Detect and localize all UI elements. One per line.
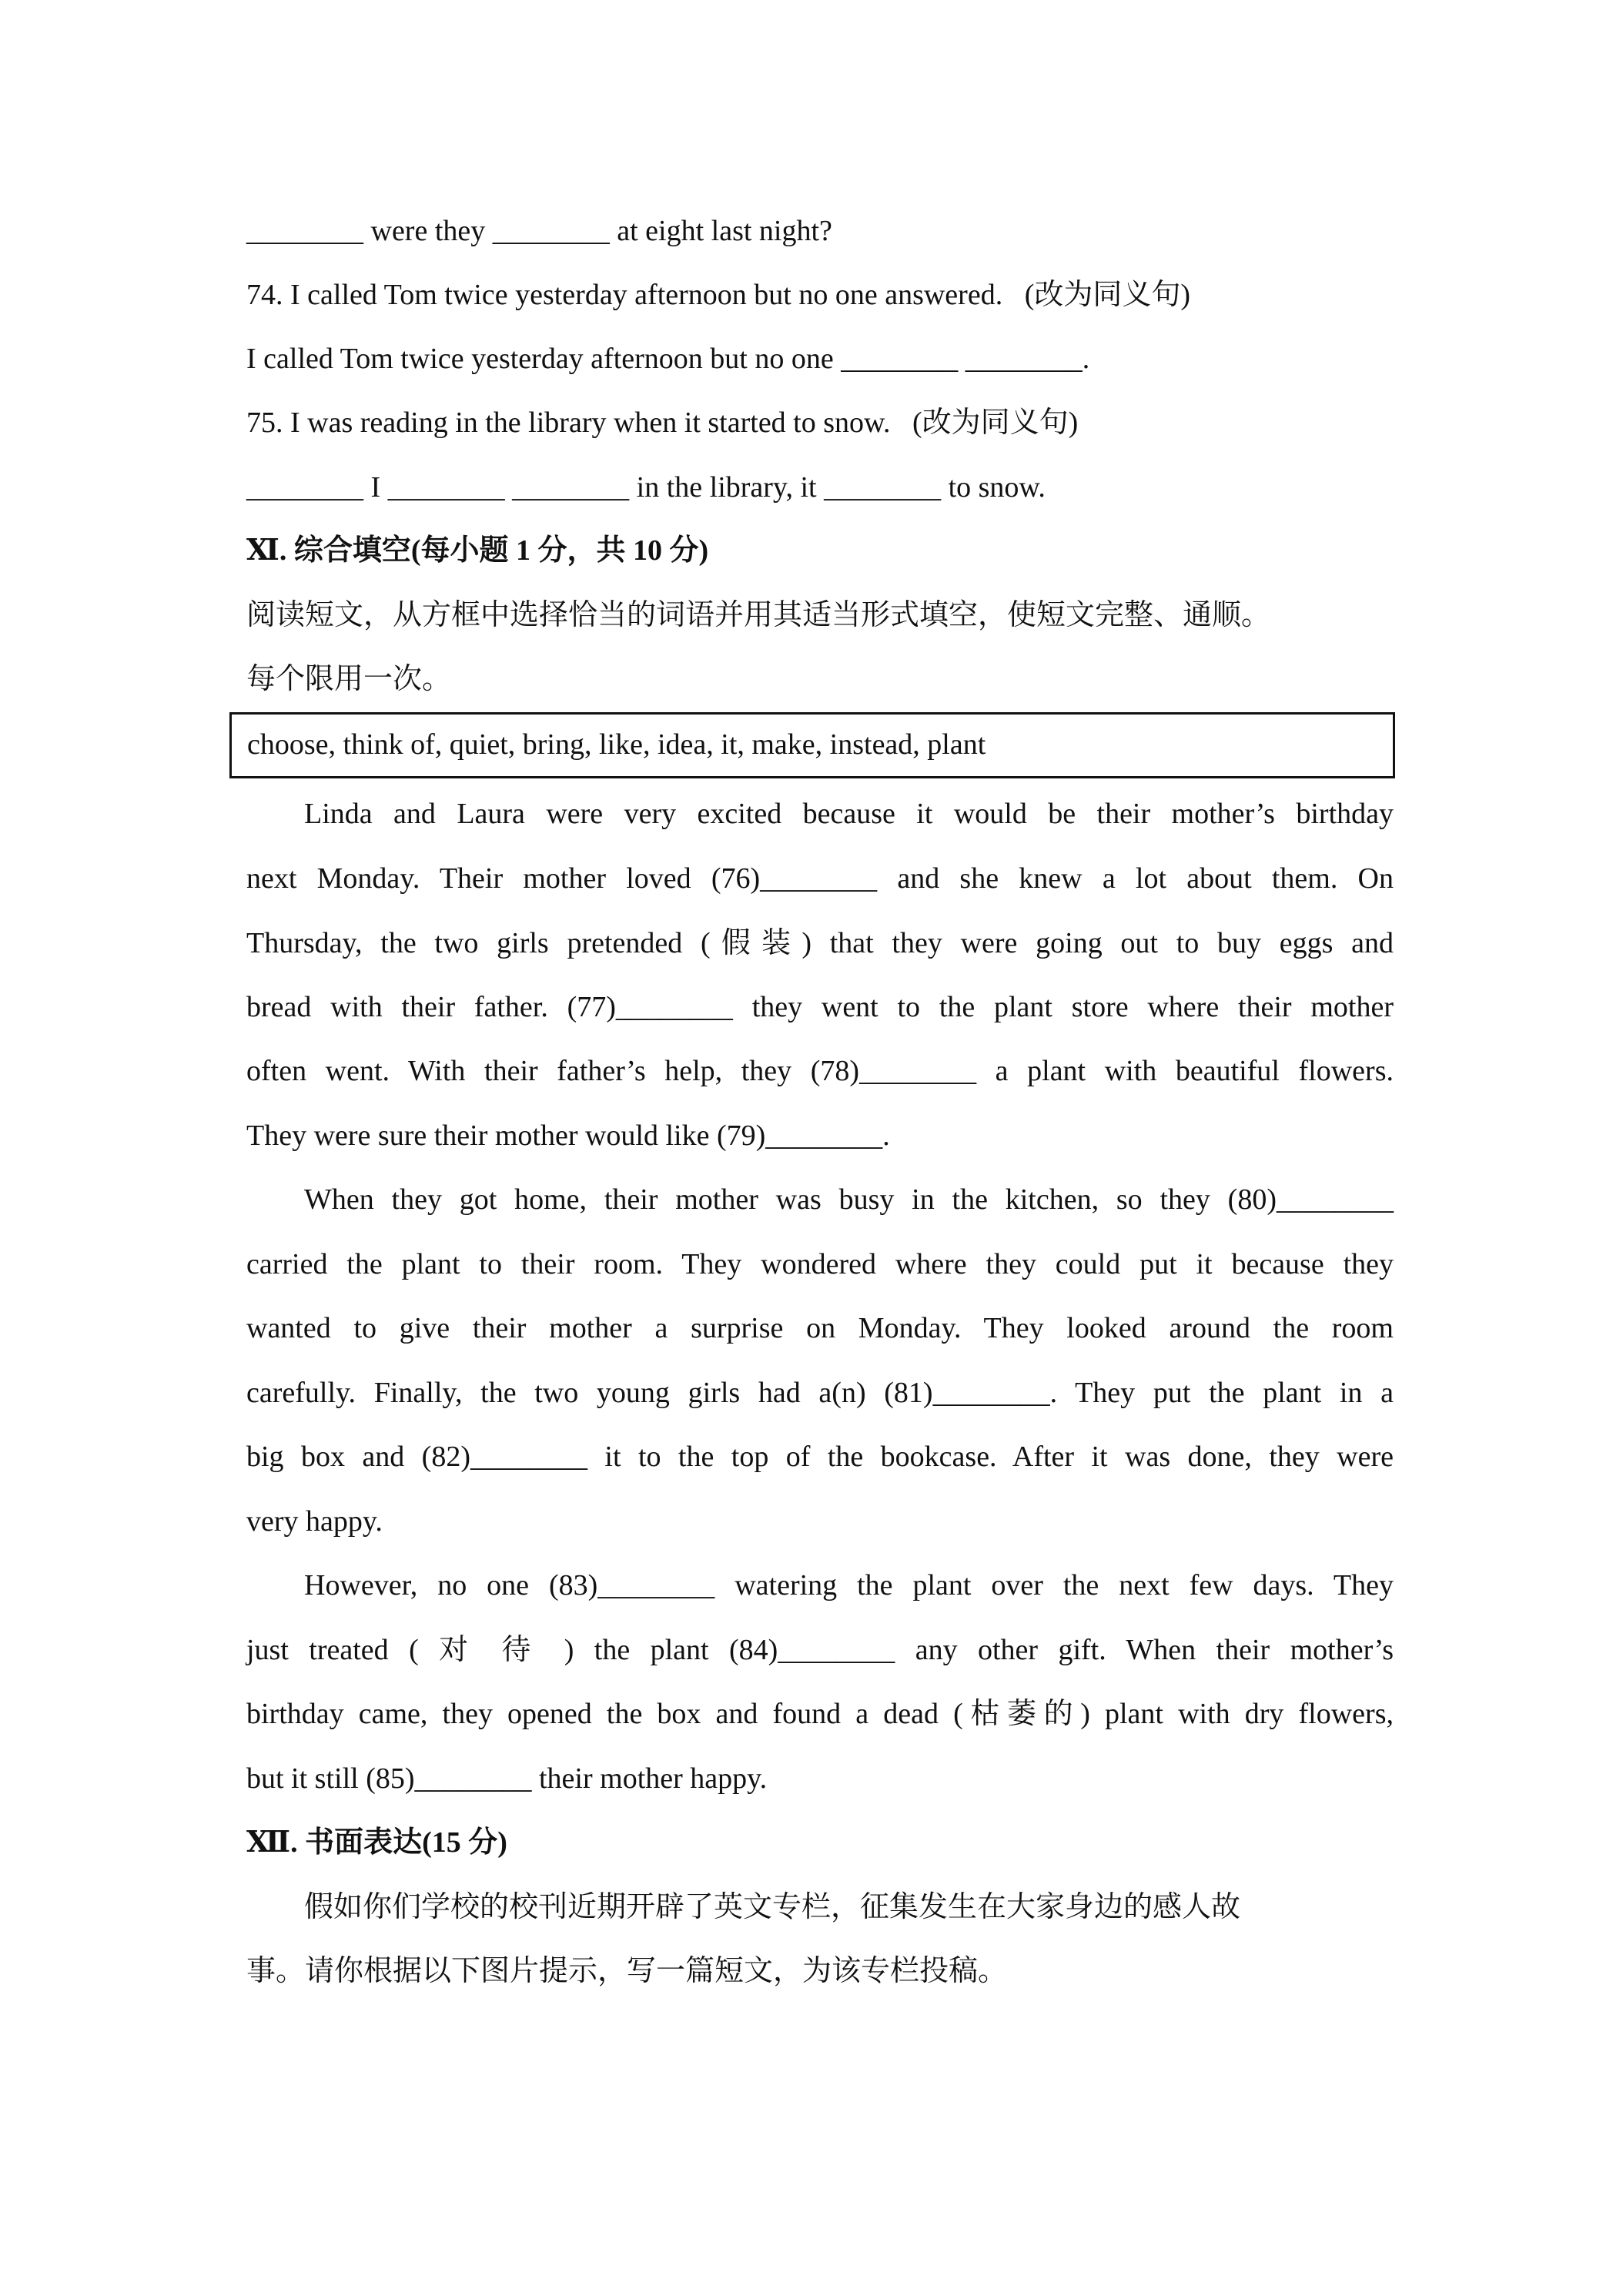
passage-line: However, no one (83)________ watering the plant over the next few days. They	[304, 1569, 1394, 1602]
q74-answer-line: I called Tom twice yesterday afternoon but no one ________ ________.	[246, 343, 1090, 375]
passage-line: just treated ( 对 待 ) the plant (84)________ any other gift. When their mother’s	[246, 1634, 1394, 1666]
word-box-text: choose, think of, quiet, bring, like, idea, it, make, instead, plant	[247, 728, 986, 761]
q73-answer-line: ________ were they ________ at eight last night?	[246, 215, 832, 247]
passage-line: carefully. Finally, the two young girls had a(n) (81)________. They put the plant in a	[246, 1377, 1394, 1409]
section-12-heading: Ⅻ. 书面表达(15 分)	[246, 1826, 507, 1859]
passage-line: Thursday, the two girls pretended (假装) that they were going out to buy eggs and	[246, 927, 1394, 959]
q74-question: 74. I called Tom twice yesterday afternoon but no one answered. (改为同义句)	[246, 279, 1191, 311]
section-11-heading: Ⅺ. 综合填空(每小题 1 分，共 10 分)	[246, 534, 709, 567]
passage-line: When they got home, their mother was busy in the kitchen, so they (80)________	[304, 1183, 1394, 1216]
word-box	[229, 712, 1395, 778]
passage-line: carried the plant to their room. They wondered where they could put it because they	[246, 1248, 1394, 1280]
passage-line: Linda and Laura were very excited because it would be their mother’s birthday	[304, 798, 1394, 830]
passage-line: but it still (85)________ their mother happy.	[246, 1762, 768, 1795]
passage-line: They were sure their mother would like (79)________.	[246, 1120, 890, 1152]
passage-line: often went. With their father’s help, they (78)________ a plant with beautiful flowers.	[246, 1055, 1394, 1087]
passage-line: next Monday. Their mother loved (76)________ and she knew a lot about them. On	[246, 862, 1394, 895]
section-12-text-1: 假如你们学校的校刊近期开辟了英文专栏，征集发生在大家身边的感人故	[304, 1891, 1241, 1923]
passage-line: very happy.	[246, 1505, 383, 1538]
q75-question: 75. I was reading in the library when it started to snow. (改为同义句)	[246, 407, 1079, 439]
passage-line: bread with their father. (77)________ they went to the plant store where their mother	[246, 991, 1394, 1023]
passage-line: birthday came, they opened the box and found a dead (枯萎的) plant with dry flowers,	[246, 1698, 1394, 1730]
q75-answer-line: ________ I ________ ________ in the library, it ________ to snow.	[246, 471, 1046, 504]
section-11-instruction-2: 每个限用一次。	[246, 663, 452, 695]
section-11-instruction-1: 阅读短文，从方框中选择恰当的词语并用其适当形式填空，使短文完整、通顺。	[246, 599, 1271, 631]
passage-line: big box and (82)________ it to the top of the bookcase. After it was done, they were	[246, 1441, 1394, 1473]
section-12-text-2: 事。请你根据以下图片提示，写一篇短文，为该专栏投稿。	[246, 1955, 1008, 1987]
passage-line: wanted to give their mother a surprise on Monday. They looked around the room	[246, 1312, 1394, 1344]
